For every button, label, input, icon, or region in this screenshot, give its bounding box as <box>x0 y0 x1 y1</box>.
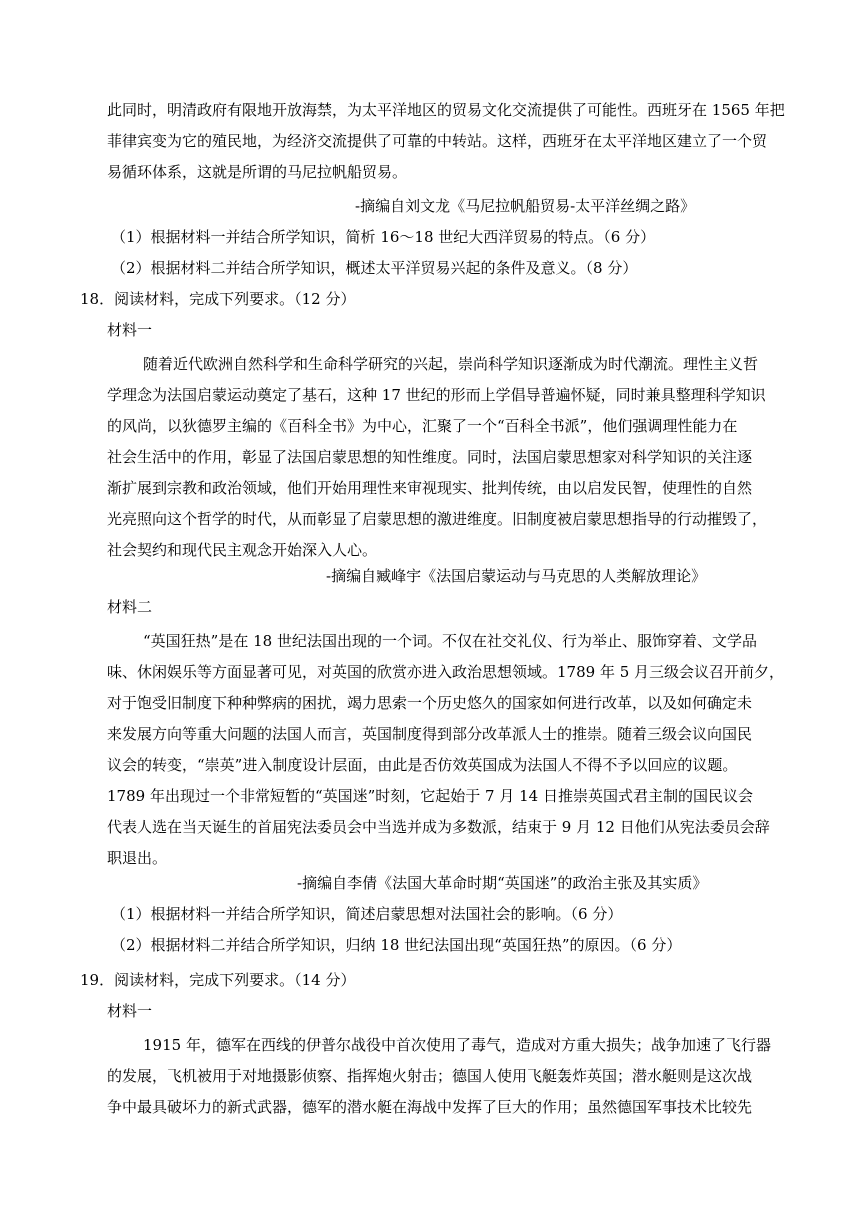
paragraph-line: 的风尚，以狄德罗主编的《百科全书》为中心，汇聚了一个“百科全书派”，他们强调理性能力在 <box>107 417 738 435</box>
question-heading-18: 18．阅读材料，完成下列要求。（12 分） <box>80 290 356 308</box>
question-1: （1）根据材料一并结合所学知识，简析 16～18 世纪大西洋贸易的特点。（6 分） <box>111 228 656 246</box>
material-label: 材料一 <box>107 321 153 339</box>
paragraph-line: 渐扩展到宗教和政治领域，他们开始用理性来审视现实、批判传统，由以启发民智，使理性的自然 <box>107 479 753 497</box>
paragraph-line: 菲律宾变为它的殖民地，为经济交流提供了可靠的中转站。这样，西班牙在太平洋地区建立了一个贸 <box>107 132 768 150</box>
paragraph-line: “英国狂热”是在 18 世纪法国出现的一个词。不仅在社交礼仪、行为举止、服饰穿着、文学品 <box>143 632 757 650</box>
paragraph-line: 此同时，明清政府有限地开放海禁，为太平洋地区的贸易文化交流提供了可能性。西班牙在 1565 年把 <box>107 101 785 119</box>
material-label: 材料一 <box>107 1002 153 1020</box>
paragraph-line: 的发展，飞机被用于对地摄影侦察、指挥炮火射击；德国人使用飞艇轰炸英国；潜水艇则是这次战 <box>107 1067 753 1085</box>
paragraph-line: 来发展方向等重大问题的法国人而言，英国制度得到部分改革派人士的推崇。随着三级会议向国民 <box>107 725 753 743</box>
paragraph-line: 易循环体系，这就是所谓的马尼拉帆船贸易。 <box>107 163 408 181</box>
paragraph-line: 光亮照向这个哲学的时代，从而彰显了启蒙思想的激进维度。旧制度被启蒙思想指导的行动摧毁了， <box>107 510 768 528</box>
question-2: （2）根据材料二并结合所学知识，概述太平洋贸易兴起的条件及意义。（8 分） <box>111 259 638 277</box>
paragraph-line: 1789 年出现过一个非常短暂的“英国迷”时刻，它起始于 7 月 14 日推崇英国式君主制的国民议会 <box>107 787 753 805</box>
question-1: （1）根据材料一并结合所学知识，简述启蒙思想对法国社会的影响。（6 分） <box>111 905 623 923</box>
paragraph-line: 议会的转变，“崇英”进入制度设计层面，由此是否仿效英国成为法国人不得不予以回应的议题。 <box>107 756 738 774</box>
paragraph-line: 职退出。 <box>107 849 168 867</box>
paragraph-line: 味、休闲娱乐等方面显著可见，对英国的欣赏亦进入政治思想领域。1789 年 5 月三级会议召开前夕， <box>107 663 785 681</box>
question-2: （2）根据材料二并结合所学知识，归纳 18 世纪法国出现“英国狂热”的原因。（6 分） <box>111 936 682 954</box>
paragraph-line: 1915 年，德军在西线的伊普尔战役中首次使用了毒气，造成对方重大损失；战争加速了飞行器 <box>143 1036 771 1054</box>
citation: -摘编自刘文龙《马尼拉帆船贸易-太平洋丝绸之路》 <box>355 197 696 215</box>
citation: -摘编自李倩《法国大革命时期“英国迷”的政治主张及其实质》 <box>297 874 708 892</box>
paragraph-line: 社会生活中的作用，彰显了法国启蒙思想的知性维度。同时，法国启蒙思想家对科学知识的关注逐 <box>107 448 753 466</box>
paragraph-line: 随着近代欧洲自然科学和生命科学研究的兴起，崇尚科学知识逐渐成为时代潮流。理性主义哲 <box>143 355 759 373</box>
paragraph-line: 对于饱受旧制度下种种弊病的困扰，竭力思索一个历史悠久的国家如何进行改革，以及如何确定未 <box>107 694 753 712</box>
paragraph-line: 社会契约和现代民主观念开始深入人心。 <box>107 541 378 559</box>
question-heading-19: 19．阅读材料，完成下列要求。（14 分） <box>80 971 356 989</box>
paragraph-line: 代表人选在当天诞生的首届宪法委员会中当选并成为多数派，结束于 9 月 12 日他们从宪法委员会辞 <box>107 818 770 836</box>
paragraph-line: 学理念为法国启蒙运动奠定了基石，这种 17 世纪的形而上学倡导普遍怀疑，同时兼具整理科学知识 <box>107 386 766 404</box>
citation: -摘编自臧峰宇《法国启蒙运动与马克思的人类解放理论》 <box>326 567 707 585</box>
paragraph-line: 争中最具破坏力的新式武器，德军的潜水艇在海战中发挥了巨大的作用；虽然德国军事技术比较先 <box>107 1098 753 1116</box>
material-label: 材料二 <box>107 598 153 616</box>
